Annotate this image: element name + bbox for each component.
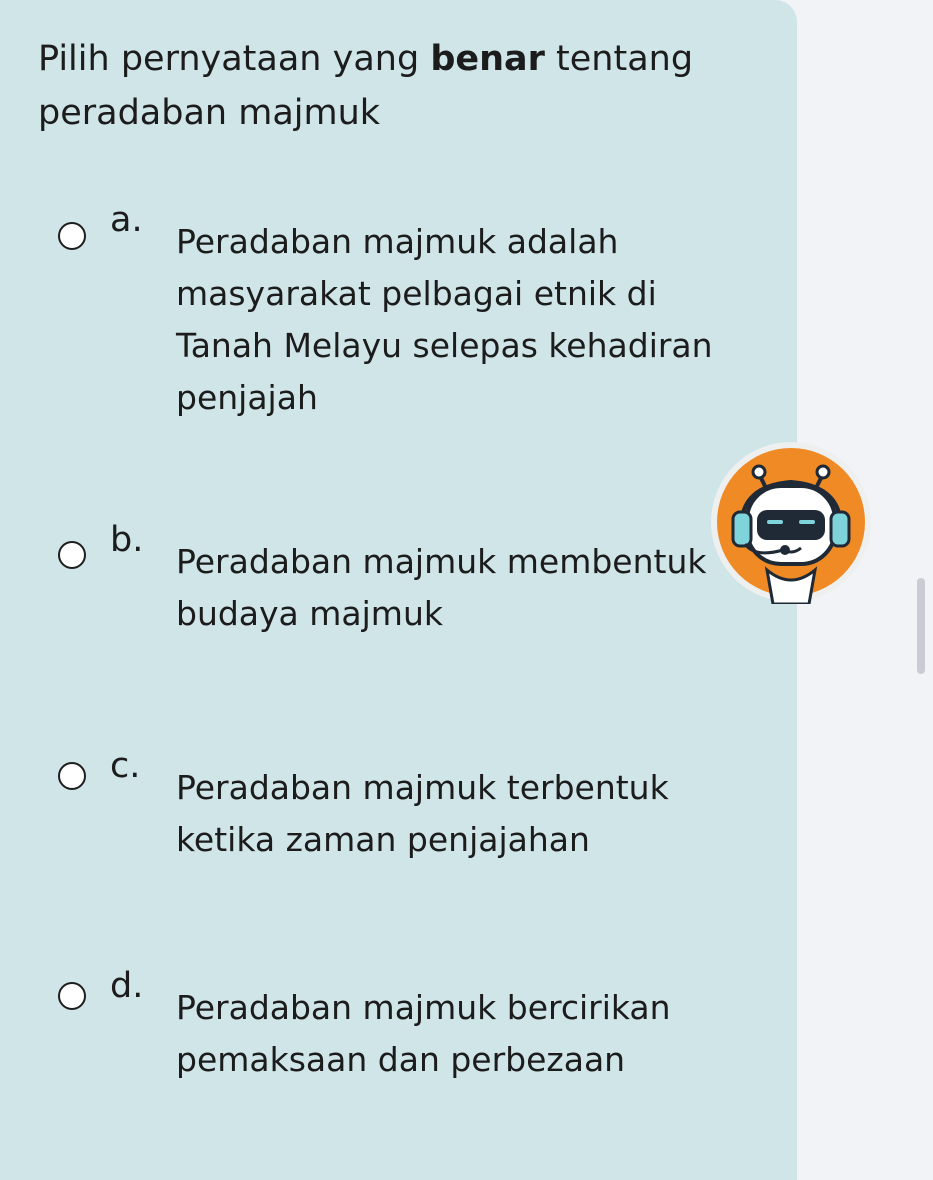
radio-unchecked-icon[interactable] <box>58 222 86 250</box>
radio-unchecked-icon[interactable] <box>58 541 86 569</box>
question-suffix: tentang peradaban majmuk <box>38 39 694 133</box>
radio-unchecked-icon[interactable] <box>58 762 86 790</box>
option-text: Peradaban majmuk membentuk budaya majmuk <box>176 542 707 633</box>
option-text: Peradaban majmuk bercirikan pemaksaan dan perbezaan <box>176 988 671 1079</box>
option-letter: c. <box>110 746 141 786</box>
option-letter: a. <box>110 200 143 240</box>
option-text: Peradaban majmuk terbentuk ketika zaman penjajahan <box>176 768 669 859</box>
question-text <box>38 32 778 140</box>
radio-unchecked-icon[interactable] <box>58 982 86 1010</box>
robot-assistant-icon[interactable] <box>709 440 873 604</box>
option-letter: d. <box>110 966 144 1006</box>
scrollbar-thumb[interactable] <box>917 578 925 674</box>
question-prefix: Pilih pernyataan yang <box>38 39 431 79</box>
option-letter: b. <box>110 520 144 560</box>
question-emphasis: benar <box>430 39 545 79</box>
option-text: Peradaban majmuk adalah masyarakat pelbagai etnik di Tanah Melayu selepas kehadiran penjajah <box>176 222 713 417</box>
